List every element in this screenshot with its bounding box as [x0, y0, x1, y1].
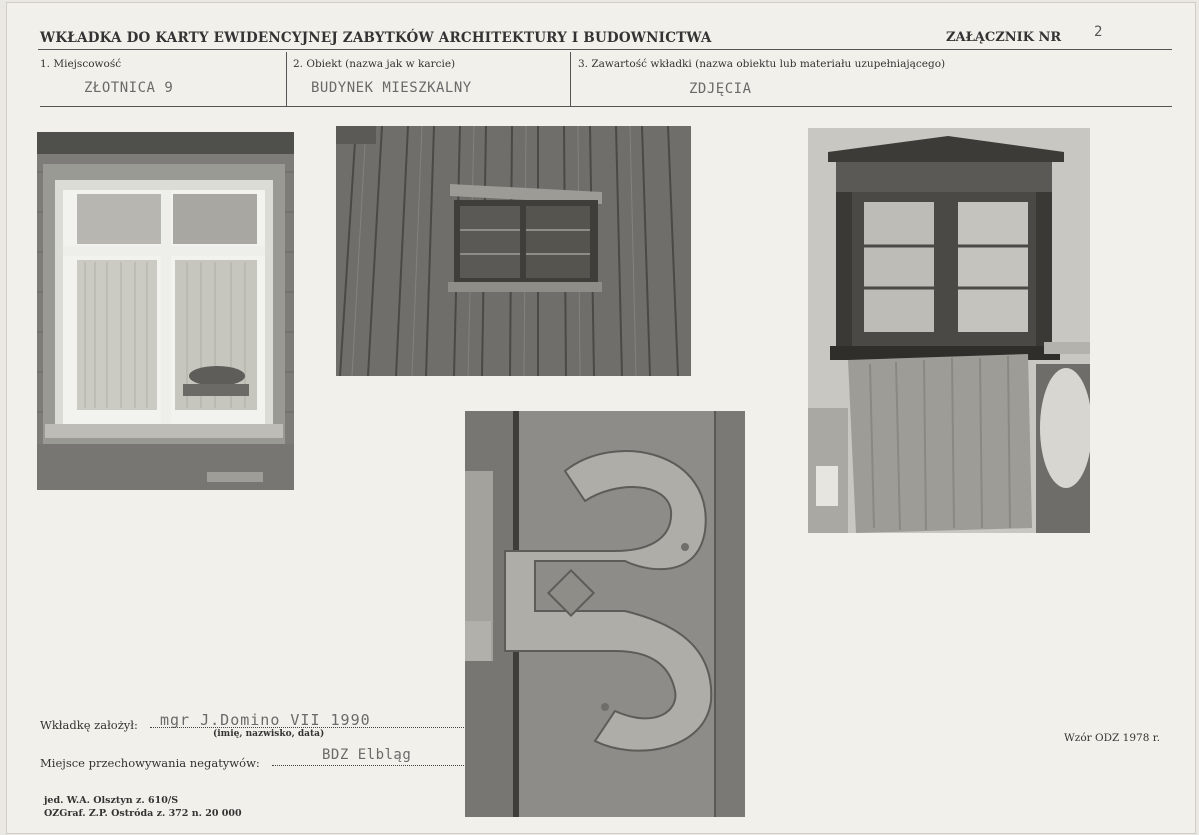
- print-info-2: OZGraf. Z.P. Ostróda z. 372 n. 20 000: [44, 808, 242, 819]
- object-value: BUDYNEK MIESZKALNY: [311, 80, 472, 96]
- annex-number: 2: [1094, 24, 1103, 40]
- photo-door-hinge: [465, 411, 745, 817]
- location-value: ZŁOTNICA 9: [84, 80, 174, 96]
- fields-rule: [40, 106, 1172, 107]
- content-label: 3. Zawartość wkładki (nazwa obiektu lub materiału uzupełniającego): [578, 58, 946, 70]
- created-hint: (imię, nazwisko, data): [213, 729, 325, 739]
- print-info-1: jed. W.A. Olsztyn z. 610/S: [44, 795, 179, 806]
- annex-label: ZAŁĄCZNIK NR: [946, 30, 1062, 45]
- photo-window-curtains: [37, 132, 294, 490]
- field-divider-1: [286, 52, 287, 106]
- content-value: ZDJĘCIA: [689, 81, 752, 97]
- object-label: 2. Obiekt (nazwa jak w karcie): [293, 58, 456, 70]
- field-divider-2: [570, 52, 571, 106]
- created-dotline: [150, 727, 464, 728]
- photo-cupboard-window: [808, 128, 1090, 533]
- header-rule: [38, 49, 1172, 50]
- location-label: 1. Miejscowość: [40, 58, 122, 70]
- created-value: mgr J.Domino VII 1990: [160, 711, 371, 729]
- negatives-label: Miejsce przechowywania negatywów:: [40, 756, 260, 770]
- photo-wooden-facade: [336, 126, 691, 376]
- created-label: Wkładkę założył:: [40, 718, 138, 732]
- card-title: WKŁADKA DO KARTY EWIDENCYJNEJ ZABYTKÓW ARCHITEKTURY I BUDOWNICTWA: [40, 30, 712, 46]
- negatives-dotline: [272, 765, 464, 766]
- negatives-value: BDZ Elbląg: [322, 747, 412, 763]
- template-id: Wzór ODZ 1978 r.: [1064, 732, 1160, 744]
